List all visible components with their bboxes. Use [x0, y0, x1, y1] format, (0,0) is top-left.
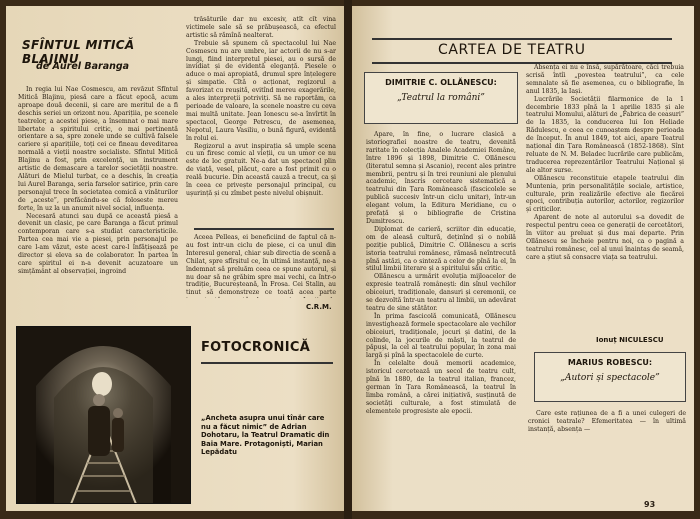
fotocronica-title: FOTOCRONICĂ	[201, 340, 311, 355]
article-signature: C.R.M.	[306, 303, 332, 311]
right-column-2	[526, 64, 684, 310]
paragraph: În regia lui Nae Cosmescu, am revăzut Sfîntul Mitică Blajinu, piesă care a făcut epocă, acum aproape două decenii, și care are meritul de a fi deschis seriei un orizont nou. Aparițiia, pe scenele teatrelor, a acestei piese, a însemnat o mai mare libertate a spiritului critic, o mai pertinentă orientare a sa, spre zonele unde se cultivă falsele cariere și aparițiile, toți cei ce fineau deveditarea normală a vieții noastre socialiste. Sfîntul Mitică Blajinu a fost, prin excelență, un instrument artistic de demascare a tarelor societății noastre. Alături de Mielul turbat, ce a deschis, în creația lui Aurel Baranga, seria farselor satirice, prin care personajul trece în societatea comică a vinăturilor de „aceste”, prefăcându-se că foloseste mereu forte, în uz la un anumit nivel social, influența.	[18, 86, 178, 212]
paragraph: Ollănescu a urmărit evoluția mijloacelor de expresie teatrală românești: din sînul vechilor obiceiuri, tradiționale, dansuri și ceremonii, ce se dezvoltă într-un teatru al limbii, un adevărat teatru de sine stătător.	[366, 273, 516, 312]
left-column-2-bottom	[186, 234, 336, 298]
article-title: SFÎNTUL MITICĂ BLAJINU	[22, 38, 135, 66]
right-column-1	[366, 131, 516, 499]
header-top-rule	[372, 38, 672, 40]
paragraph: Diplomat de carieră, scriitor din educație, om de aleasă cultură, deținînd și o nobilă poziție publică, Dimitrie C. Ollănescu a scris istoria teatrului românesc, rămasă neîntrecută pînă astăzi, ca o sinteză a celor de pînă la el, în stilul limbii literare și a spiritului său critic.	[366, 225, 516, 273]
left-page	[6, 6, 344, 511]
stage-photo-drawing	[16, 326, 191, 504]
paragraph: Trebuie să spunem că spectacolul lui Nae Cosmescu nu are umbre, iar actorii de nu s-ar lungi, fiind interpretul piesei, au o sursă de invidiat și de evidentă eleganță. Piesele o aduce o mai apropiată, drumul spre înțelegere și simpatie. Cîtă o acționat, regizorul a favorizat cu reușită, evitînd mereu exagerările, a ales interpreții potriviți. Să ne raportăm, ca perioade de valoare, la scenele noastre cu ceva mai multă unitate. Jean Ionescu se-a învîrtit în spectacol, George Petrescu, de asemenea, Nepotul, Laura Vasiliu, o bună figură, evidentă în rolul ei.	[186, 39, 336, 142]
book-title: „Teatrul la români”	[397, 93, 485, 103]
paragraph: Aceea Pelleas, ei beneficiind de faptul că n-au fost intr-un ciclu de piese, ci ca unul din Interesul general, chiar sub directia de scenă a Chilat, spre sfîrșitul ce, în ultimă instanță, ne-a îndemnat să preluăm ceea ce spune autorul, și nu doar să ne grăbim spre mai vechi, ca într-o tradiție, Bucureșteană, în Frosa. Cei Stalin, au tinut să demonstreze ce toată acea parte	[186, 234, 336, 297]
stage-photo	[16, 326, 191, 504]
book-gutter	[344, 0, 352, 519]
paragraph: Ollănescu reconstituie etapele teatrului din Muntenia, prin personalitățile sociale, artistice, culturale, prin realizările efective ale fiecărei epoci, contribuția autorilor, actorilor, regizorilor și criticilor.	[526, 174, 684, 214]
article-byline: de Aurel Baranga	[36, 61, 130, 72]
right-page	[352, 6, 694, 511]
review-signature: Ionuț NICULESCU	[596, 336, 664, 344]
paragraph: În celelalte două memorii academice, istoricul cercetează un secol de teatru cult, pînă în 1880, de la teatrul italian, francez, german în Țara Românească, la teatrul în limba română, a cărei inițiativă, susținută de societăți culturale, a fost stimulată de elementele progresiste ale epocii.	[366, 360, 516, 415]
section-title: CARTEA DE TEATRU	[438, 42, 586, 58]
paragraph: Lucrările Societății filarmonice de la 1 decembrie 1833 pînă la 1 aprilie 1835 și ale teatrului Momului, alături de „Fabrica de ceasuri” de la 1835, la conducerea lui Ion Heliade Rădulescu, e ceea ce cunoaștem despre perioada de început. În anul 1849, tot aici, apare Teatrul național din Țara Românească (1852-1868). Sînt reluate de N. M. Beladec lucrările care publicăm, traducerea reprezentărilor Teatrului Național și ale altor surse.	[526, 95, 684, 174]
book-author: MARIUS ROBESCU:	[567, 358, 653, 367]
photo-caption: „Ancheta asupra unui tînăr care nu a făcut nimic” de Adrian Dohotaru, la Teatrul Dramatic din Baia Mare. Protagoniști, Marian Lepădatu	[201, 414, 330, 457]
paragraph: Care este rațiunea de a fi a unei culegeri de cronici teatrale? Efemeritatea — în ultimă instanță, absența —	[528, 410, 686, 433]
left-column-2	[186, 16, 336, 226]
book-review-box-1	[364, 72, 518, 124]
paragraph: Regizorul a avut inspirația să umple scena cu un firesc comic al vieții, cu un umor ce nu este de loc gratuit. Ne-a dat un spectacol plin de viață, vesel, plăcut, care a fost primit cu o reală bucurie. Din această cauză a trecut, ca și în ceea ce privește personajul principal, cu ușurință și cu zîmbet peste nivelul obișnuit.	[186, 142, 336, 197]
left-column-1	[18, 86, 178, 314]
paragraph: trăsăturile dar nu excesiv, atît cît vina victimele sale să se prăbușească, ca efectul artistic să rămînă nealterat.	[186, 16, 336, 39]
fotocronica-section	[16, 326, 338, 504]
section-divider	[194, 228, 334, 230]
right-column-2-end	[528, 410, 686, 434]
fotocronica-divider	[201, 362, 333, 364]
paragraph: Necesară atunci sau după ce această piesă a devenit un clasic, pe care Baranga a făcut primul contemporan care s-a studiat caracteristicile. Partea cea mai vie a piesei, prin personajul pe care l-am văzut, este acest care-l înfățișează pe director și eleva sa de colaborator. În partea în care spiritul ei n-a devenit acuzatoare un simțământ al observației, ingroind	[18, 212, 178, 275]
paragraph: Apare, în fine, o lucrare clasică a istoriografiei noastre de teatru, devenită raritate în colecția Analele Academiei Române, între 1896 și 1898, Dimitrie C. Ollănescu (literatul semna și Ascanio), recent ales printre membrii, pentru și în trei reuniuni ale plenului academic, înscris cercetare sistematică a teatrului din Țara Românească (fascicolele se publică succesiv într-un ciclu unitar), într-un elegant volum, la Editura Meridiane, cu o prefață și o bibliografie de Cristina Dumitrescu.	[366, 131, 516, 225]
paragraph: Aparent de note al autorului s-a dovedit de respectul pentru ceea ce generații de cercetători, în viitor au preluat și dus mai departe. Prin Ollănescu se încheie pentru noi, ca o pagină a teatrului românesc, cel al unui înaintaș de seamă, care a știut să consacre viața sa teatrului.	[526, 214, 684, 261]
paragraph: Absența ei nu e însă, supărătoare, căci trebuia scrisă întîi „povestea teatrului”, ca cele semnalate să fie asemenea, cu o bibliografie, în anul 1835, la Iași.	[526, 64, 684, 95]
book-author: DIMITRIE C. OLLĂNESCU:	[385, 78, 497, 87]
paragraph: În prima fascicolă comunicată, Ollănescu investighează formele spectacolare ale vechilor obiceiuri, tradiționale, jocuri și datini, de la colinde, la jocurile de măști, la teatrul de păpuși, la cel al teatrului popular, în zona mai largă și pînă la spectacolele de curte.	[366, 312, 516, 360]
book-review-box-2	[534, 352, 686, 402]
book-title: „Autori și spectacole”	[560, 373, 660, 383]
page-number: 93	[644, 500, 656, 509]
